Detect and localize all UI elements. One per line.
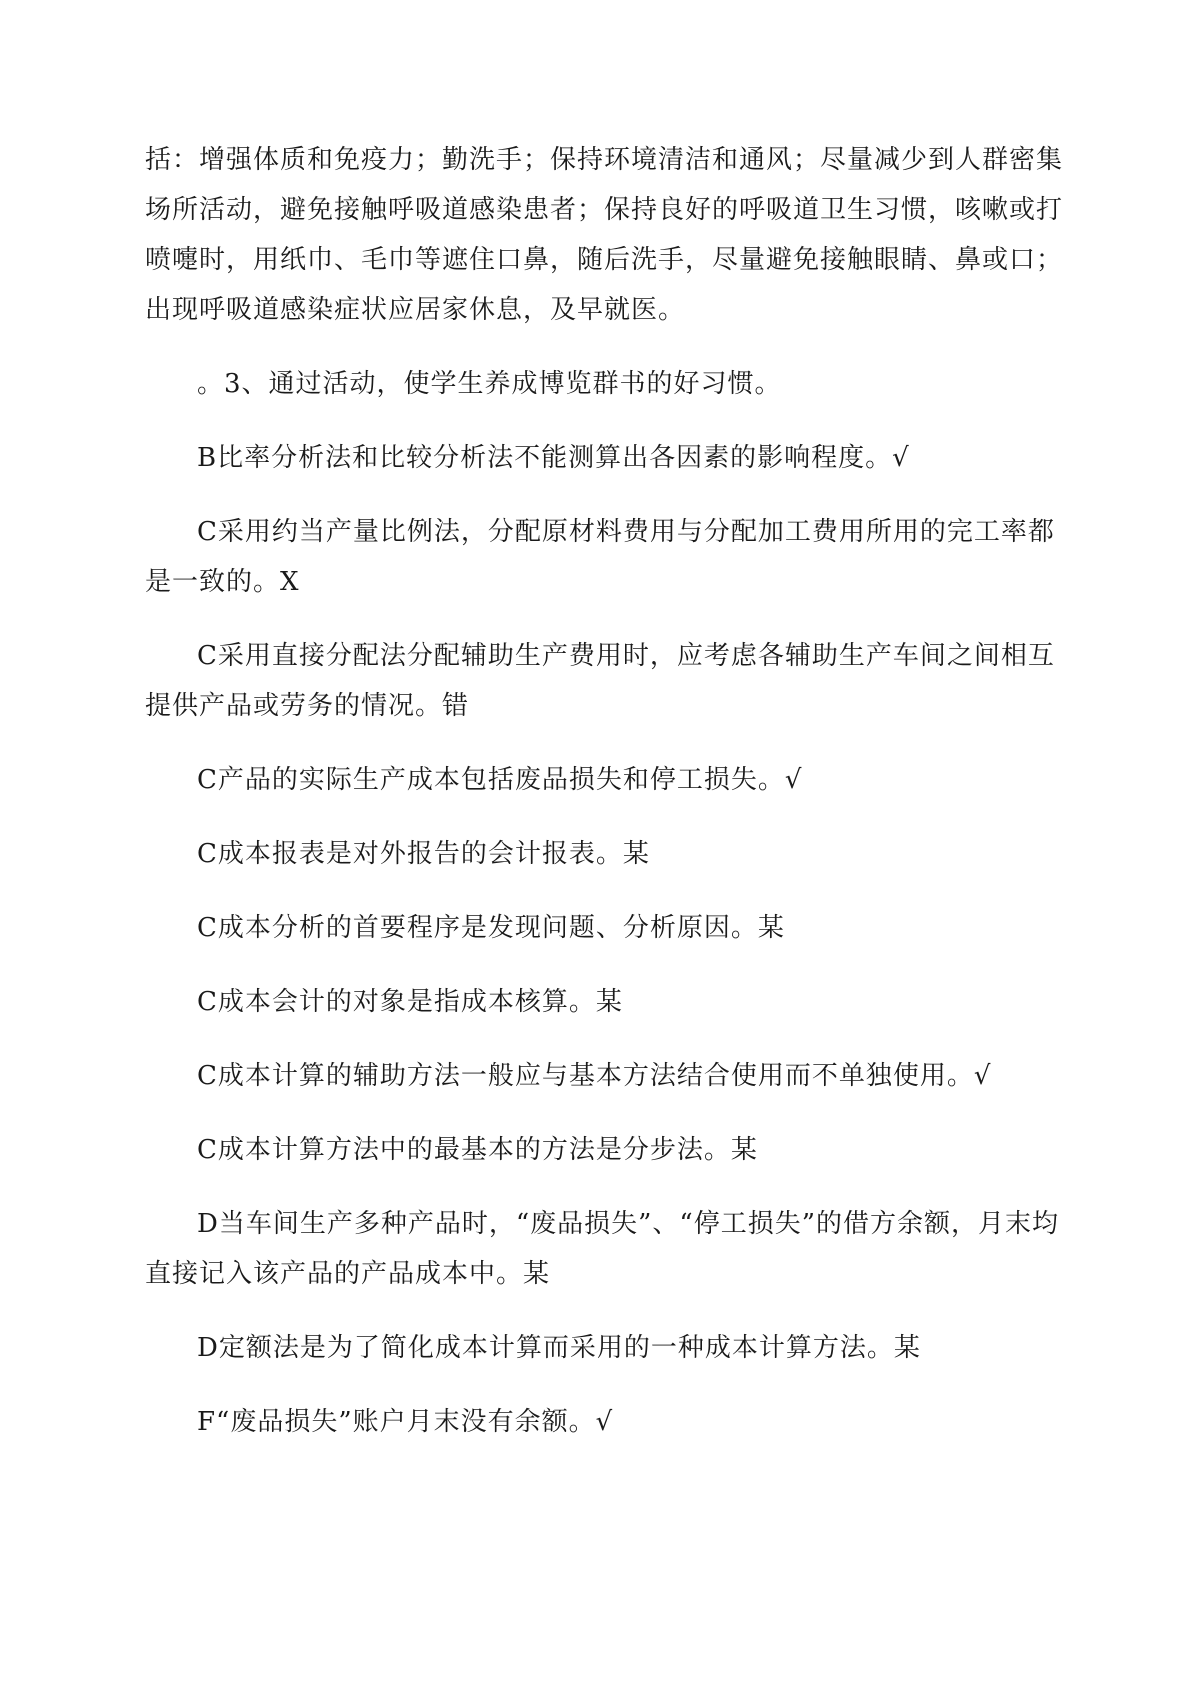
paragraph-question-c-cost-analysis: C成本分析的首要程序是发现问题、分析原因。某 bbox=[197, 913, 785, 943]
paragraph-question-c-equivalent-output: C采用约当产量比例法，分配原材料费用与分配加工费用所用的完工率都是一致的。X bbox=[145, 517, 1055, 597]
paragraph-question-c-actual-cost: C产品的实际生产成本包括废品损失和停工损失。√ bbox=[197, 765, 803, 795]
paragraph-question-d-multiple-products: D当车间生产多种产品时，“废品损失”、“停工损失”的借方余额，月末均直接记入该产品的产品成本中。某 bbox=[145, 1209, 1060, 1289]
paragraph-question-c-cost-accounting-object: C成本会计的对象是指成本核算。某 bbox=[197, 987, 623, 1017]
paragraph-question-c-basic-method: C成本计算方法中的最基本的方法是分步法。某 bbox=[197, 1135, 758, 1165]
paragraph-question-f-scrap-loss-account: F“废品损失”账户月末没有余额。√ bbox=[197, 1407, 614, 1437]
paragraph-question-c-direct-allocation: C采用直接分配法分配辅助生产费用时，应考虑各辅助生产车间之间相互提供产品或劳务的情况。错 bbox=[145, 641, 1055, 721]
document-body bbox=[145, 135, 1075, 1471]
paragraph-prevention-measures: 括：增强体质和免疫力；勤洗手；保持环境清洁和通风；尽量减少到人群密集场所活动，避免接触呼吸道感染患者；保持良好的呼吸道卫生习惯，咳嗽或打喷嚏时，用纸巾、毛巾等遮住口鼻，随后洗手，尽量避免接触眼睛、鼻或口；出现呼吸道感染症状应居家休息，及早就医。 bbox=[145, 145, 1064, 325]
paragraph-question-d-quota-method: D定额法是为了简化成本计算而采用的一种成本计算方法。某 bbox=[197, 1333, 921, 1363]
paragraph-reading-habit: 。3、通过活动，使学生养成博览群书的好习惯。 bbox=[197, 369, 782, 399]
paragraph-question-c-cost-report: C成本报表是对外报告的会计报表。某 bbox=[197, 839, 650, 869]
paragraph-question-b-ratio-analysis: B比率分析法和比较分析法不能测算出各因素的影响程度。√ bbox=[197, 443, 910, 473]
paragraph-question-c-auxiliary-method: C成本计算的辅助方法一般应与基本方法结合使用而不单独使用。√ bbox=[197, 1061, 992, 1091]
